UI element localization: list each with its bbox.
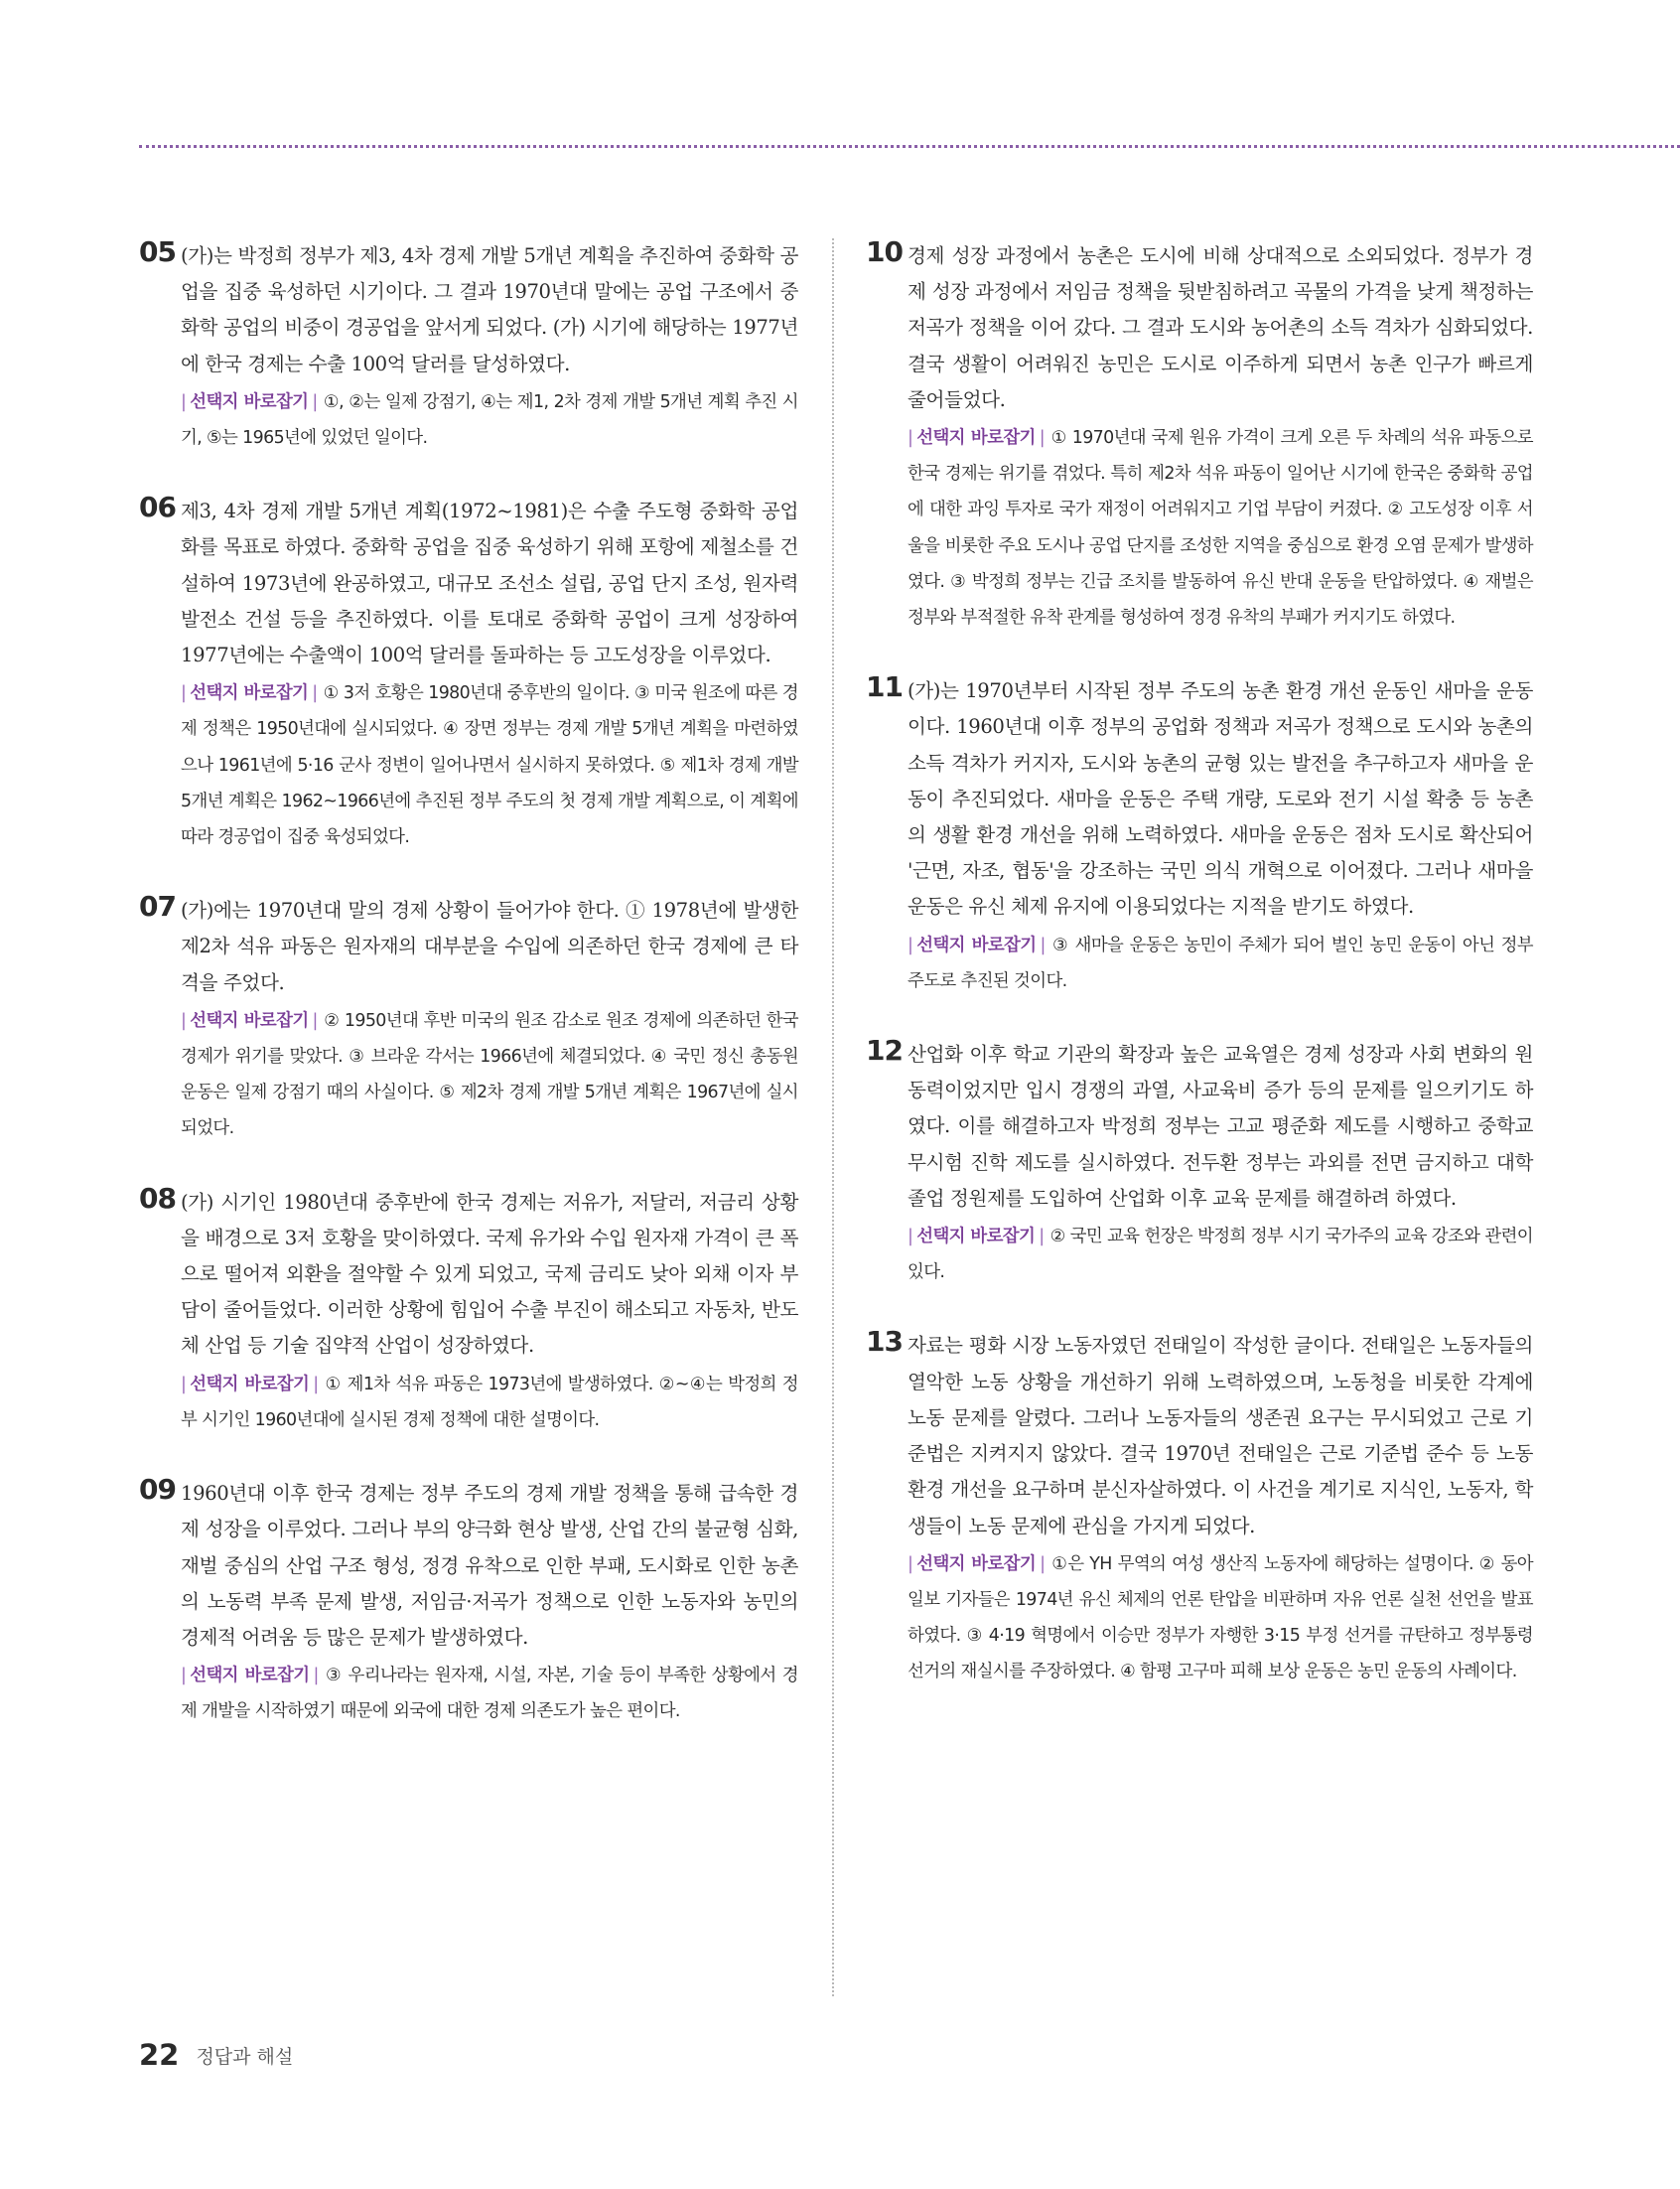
answer-item-08 [139, 1181, 798, 1438]
question-number: 07 [139, 890, 176, 924]
question-number: 10 [866, 235, 903, 268]
choice-correction-text: ② 1950년대 후반 미국의 원조 감소로 원조 경제에 의존하던 한국 경제가 위기를 맞았다. ③ 브라운 각서는 1966년에 체결되었다. ④ 국민 정신 총동원 운동은 일제 강점기 때의 사실이다. ⑤ 제2차 경제 개발 5개년 계획은 1967년에 실시되었다. [181, 1010, 798, 1139]
choice-correction [908, 928, 1533, 999]
explanation-text: (가)는 박정희 정부가 제3, 4차 경제 개발 5개년 계획을 추진하여 중화학 공업을 집중 육성하던 시기이다. 그 결과 1970년대 말에는 공업 구조에서 중화학 공업의 비중이 경공업을 앞서게 되었다. (가) 시기에 해당하는 1977년에 한국 경제는 수출 100억 달러를 달성하였다. [181, 244, 798, 375]
answer-item-07 [139, 890, 798, 1146]
explanation-text: 제3, 4차 경제 개발 5개년 계획(1972~1981)은 수출 주도형 중화학 공업화를 목표로 하였다. 중화학 공업을 집중 육성하기 위해 포항에 제철소를 건설하여 1973년에 완공하였고, 대규모 조선소 설립, 공업 단지 조성, 원자력 발전소 건설 등을 추진하였다. 이를 토대로 중화학 공업이 크게 성장하여 1977년에는 수출액이 100억 달러를 돌파하는 등 고도성장을 이루었다. [181, 500, 798, 667]
answer-item-10 [866, 235, 1533, 636]
choice-correction-label: | 선택지 바로잡기 | [181, 391, 318, 412]
explanation-text: 산업화 이후 학교 기관의 확장과 높은 교육열은 경제 성장과 사회 변화의 원동력이었지만 입시 경쟁의 과열, 사교육비 증가 등의 문제를 일으키기도 하였다. 이를 해결하고자 박정희 정부는 고교 평준화 제도를 시행하고 중학교 무시험 진학 제도를 실시하였다. 전두환 정부는 과외를 전면 금지하고 대학 졸업 정원제를 도입하여 산업화 이후 교육 문제를 해결하려 하였다. [908, 1043, 1533, 1210]
choice-correction-text: ①은 YH 무역의 여성 생산직 노동자에 해당하는 설명이다. ② 동아일보 기자들은 1974년 유신 체제의 언론 탄압을 비판하며 자유 언론 실천 선언을 발표하였다. ③ 4·19 혁명에서 이승만 정부가 자행한 3·15 부정 선거를 규탄하고 정부통령 선거의 재실시를 주장하였다. ④ 함평 고구마 피해 보상 운동은 농민 운동의 사례이다. [908, 1553, 1533, 1682]
right-column [866, 235, 1533, 1728]
choice-correction [181, 384, 798, 456]
answer-item-11 [866, 670, 1533, 999]
choice-correction-text: ① 3저 호황은 1980년대 중후반의 일이다. ③ 미국 원조에 따른 경제 정책은 1950년대에 실시되었다. ④ 장면 정부는 경제 개발 5개년 계획을 마련하였으나 1961년에 5·16 군사 정변이 일어나면서 실시하지 못하였다. ⑤ 제1차 경제 개발 5개년 계획은 1962~1966년에 추진된 정부 주도의 첫 경제 개발 계획으로, 이 계획에 따라 경공업이 집중 육성되었다. [181, 683, 799, 848]
question-number: 13 [866, 1325, 903, 1359]
answer-item-09 [139, 1473, 798, 1729]
page-number: 22 [139, 2038, 180, 2072]
choice-correction [908, 1219, 1533, 1290]
answer-item-13 [866, 1325, 1533, 1689]
question-number: 09 [139, 1473, 176, 1507]
explanation-text: (가) 시기인 1980년대 중후반에 한국 경제는 저유가, 저달러, 저금리 상황을 배경으로 3저 호황을 맞이하였다. 국제 유가와 수입 원자재 가격이 큰 폭으로 떨어져 외환을 절약할 수 있게 되었고, 국제 금리도 낮아 외채 이자 부담이 줄어들었다. 이러한 상황에 힘입어 수출 부진이 해소되고 자동차, 반도체 산업 등 기술 집약적 산업이 성장하였다. [181, 1190, 798, 1358]
choice-correction-label: | 선택지 바로잡기 | [908, 935, 1046, 955]
left-column [139, 235, 799, 1768]
choice-correction-label: | 선택지 바로잡기 | [181, 683, 318, 704]
footer-label: 정답과 해설 [196, 2045, 294, 2068]
choice-correction [908, 1546, 1533, 1690]
explanation-text: (가)는 1970년부터 시작된 정부 주도의 농촌 환경 개선 운동인 새마을 운동이다. 1960년대 이후 정부의 공업화 정책과 저곡가 정책으로 도시와 농촌의 소득 격차가 커지자, 도시와 농촌의 균형 있는 발전을 추구하고자 새마을 운동이 추진되었다. 새마을 운동은 주택 개량, 도로와 전기 시설 확충 등 농촌의 생활 환경 개선을 위해 노력하였다. 새마을 운동은 점차 도시로 확산되어 '근면, 자조, 협동'을 강조하는 국민 의식 개혁으로 이어졌다. 그러나 새마을 운동은 유신 체제 유지에 이용되었다는 지적을 받기도 하였다. [908, 679, 1533, 919]
choice-correction-label: | 선택지 바로잡기 | [181, 1666, 319, 1686]
choice-correction [181, 675, 798, 855]
choice-correction-text: ② 국민 교육 헌장은 박정희 정부 시기 국가주의 교육 강조와 관련이 있다. [908, 1227, 1533, 1283]
explanation-text: 경제 성장 과정에서 농촌은 도시에 비해 상대적으로 소외되었다. 정부가 경제 성장 과정에서 저임금 정책을 뒷받침하려고 곡물의 가격을 낮게 책정하는 저곡가 정책을 이어 갔다. 그 결과 도시와 농어촌의 소득 격차가 심화되었다. 결국 생활이 어려워진 농민은 도시로 이주하게 되면서 농촌 인구가 빠르게 줄어들었다. [908, 244, 1533, 411]
answer-item-06 [139, 491, 799, 855]
choice-correction-text: ①, ②는 일제 강점기, ④는 제1, 2차 경제 개발 5개년 계획 추진 시기, ⑤는 1965년에 있었던 일이다. [181, 391, 798, 449]
choice-correction [181, 1658, 798, 1729]
column-divider [832, 238, 834, 1996]
choice-correction-label: | 선택지 바로잡기 | [908, 1227, 1045, 1247]
question-number: 12 [866, 1034, 903, 1068]
explanation-text: 자료는 평화 시장 노동자였던 전태일이 작성한 글이다. 전태일은 노동자들의 열악한 노동 상황을 개선하기 위해 노력하였으며, 노동청을 비롯한 각계에 노동 문제를 알렸다. 그러나 노동자들의 생존권 요구는 무시되었고 근로 기준법은 지켜지지 않았다. 결국 1970년 전태일은 근로 기준법 준수 등 노동 환경 개선을 요구하며 분신자살하였다. 이 사건을 계기로 지식인, 노동자, 학생들이 노동 문제에 관심을 가지게 되었다. [908, 1334, 1533, 1537]
question-number: 06 [139, 491, 176, 524]
explanation-text: (가)에는 1970년대 말의 경제 상황이 들어가야 한다. ① 1978년에 발생한 제2차 석유 파동은 원자재의 대부분을 수입에 의존하던 한국 경제에 큰 타격을 주었다. [181, 899, 798, 994]
answer-item-12 [866, 1034, 1533, 1290]
choice-correction-text: ③ 우리나라는 원자재, 시설, 자본, 기술 등이 부족한 상황에서 경제 개발을 시작하였기 때문에 외국에 대한 경제 의존도가 높은 편이다. [181, 1666, 798, 1722]
choice-correction-label: | 선택지 바로잡기 | [181, 1374, 319, 1394]
choice-correction [908, 420, 1533, 636]
choice-correction [181, 1367, 798, 1438]
choice-correction-label: | 선택지 바로잡기 | [908, 428, 1045, 449]
page-footer [139, 2038, 293, 2072]
answer-item-05 [139, 235, 798, 456]
explanation-text: 1960년대 이후 한국 경제는 정부 주도의 경제 개발 정책을 통해 급속한 경제 성장을 이루었다. 그러나 부의 양극화 현상 발생, 산업 간의 불균형 심화, 재벌 중심의 산업 구조 형성, 정경 유착으로 인한 부패, 도시화로 인한 농촌의 노동력 부족 문제 발생, 저임금·저곡가 정책으로 인한 노동자와 농민의 경제적 어려움 등 많은 문제가 발생하였다. [181, 1482, 798, 1649]
choice-correction-text: ① 제1차 석유 파동은 1973년에 발생하였다. ②~④는 박정희 정부 시기인 1960년대에 실시된 경제 정책에 대한 설명이다. [181, 1374, 798, 1430]
choice-correction-text: ③ 새마을 운동은 농민이 주체가 되어 벌인 농민 운동이 아닌 정부 주도로 추진된 것이다. [908, 935, 1533, 991]
top-dotted-rule [139, 145, 1680, 148]
question-number: 05 [139, 235, 176, 268]
choice-correction-text: ① 1970년대 국제 원유 가격이 크게 오른 두 차례의 석유 파동으로 한국 경제는 위기를 겪었다. 특히 제2차 석유 파동이 일어난 시기에 한국은 중화학 공업에 대한 과잉 투자로 국가 재정이 어려워지고 기업 부담이 커졌다. ② 고도성장 이후 서울을 비롯한 주요 도시나 공업 단지를 조성한 지역을 중심으로 환경 오염 문제가 발생하였다. ③ 박정희 정부는 긴급 조치를 발동하여 유신 반대 운동을 탄압하였다. ④ 재벌은 정부와 부적절한 유착 관계를 형성하여 정경 유착의 부패가 커지기도 하였다. [908, 428, 1533, 629]
choice-correction-label: | 선택지 바로잡기 | [181, 1010, 318, 1031]
choice-correction-label: | 선택지 바로잡기 | [908, 1553, 1046, 1574]
question-number: 08 [139, 1181, 176, 1215]
choice-correction [181, 1003, 798, 1147]
question-number: 11 [866, 670, 903, 704]
